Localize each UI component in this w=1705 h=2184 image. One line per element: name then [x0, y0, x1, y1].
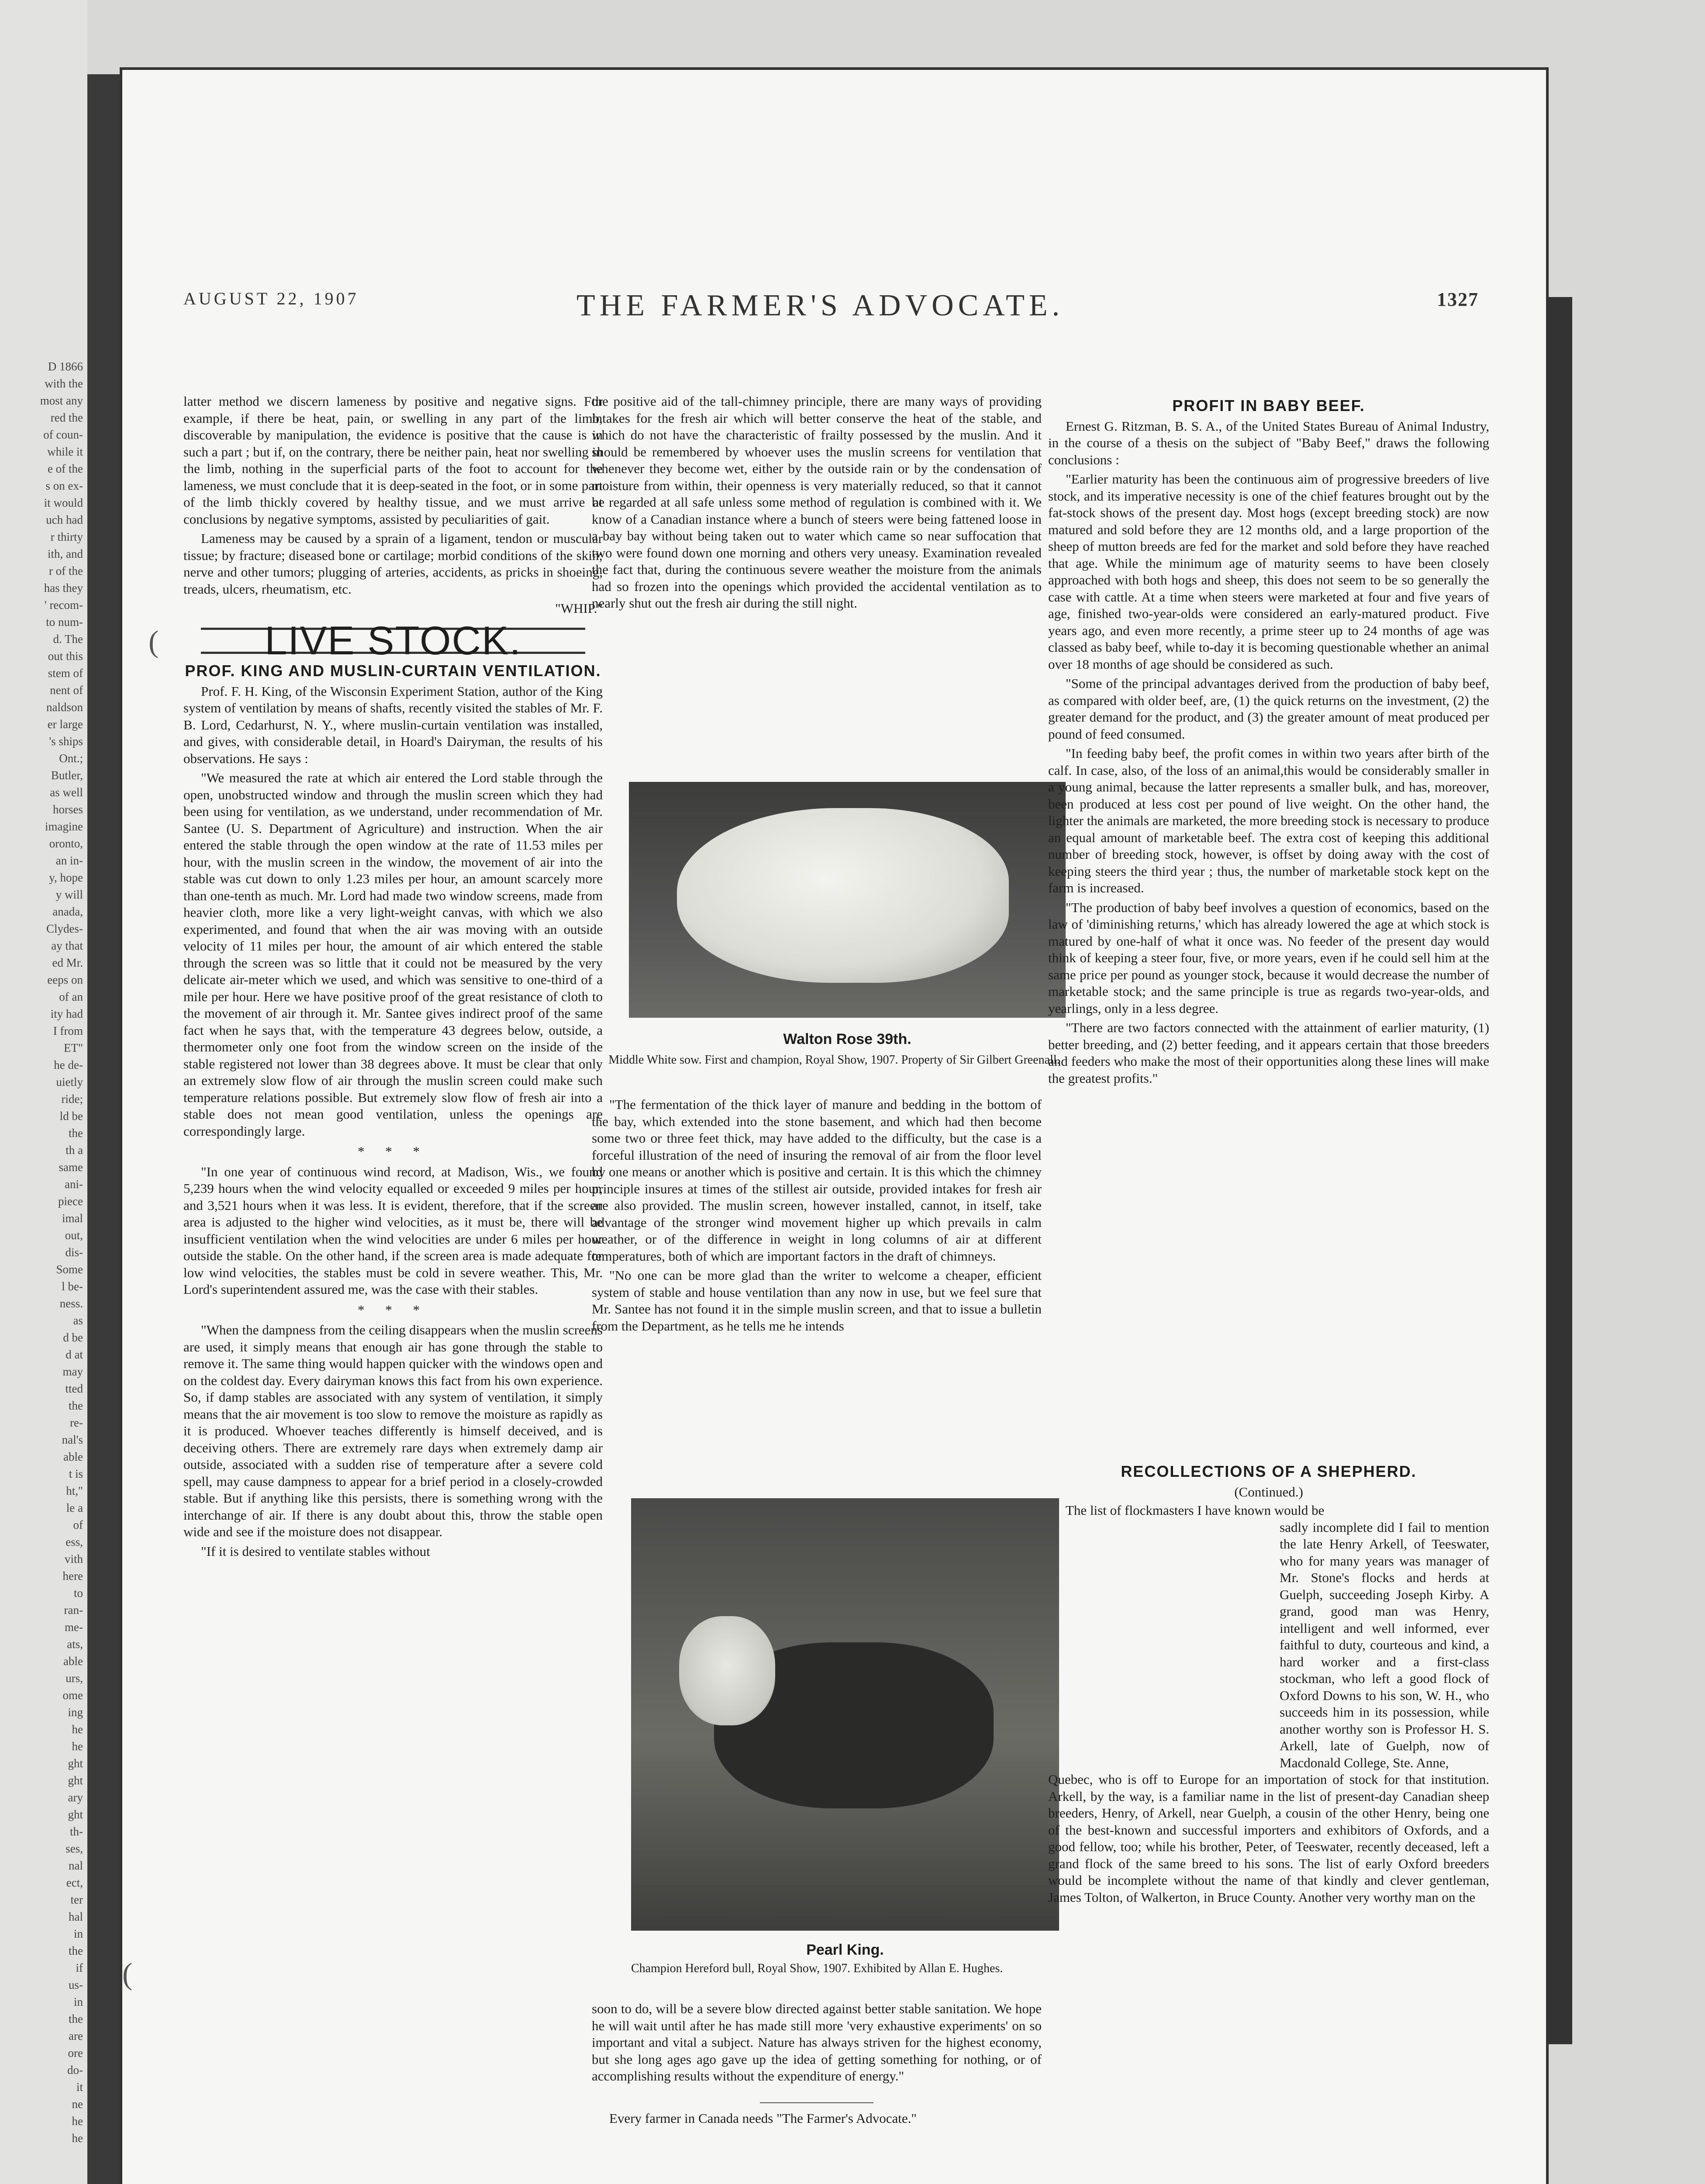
previous-page-line: of an — [59, 990, 83, 1003]
body-paragraph: "The fermentation of the thick layer of manure and bedding in the bottom of the bay, which extended into the stone basement, and which had then become some two or three feet thick, may have added to the difficulty, but the case is a forceful illustration of the need of insuring the removal of air from the floor level by one means or another which is positive and certain. It is this which the chimney principle insures at times of the stillest air outside, provided intakes for fresh air are also provided. The muslin screen, however installed, cannot, in itself, take advantage of the stronger wind movement higher up which prevails in calm weather, or of the difference in weight in long columns of air at different temperatures, both of which are important factors in the draft of chimneys. — [592, 1097, 1042, 1264]
previous-page-line: s on ex- — [45, 479, 83, 492]
previous-page-line: ness. — [59, 1297, 83, 1310]
previous-page-line: an in- — [55, 854, 83, 867]
section-break: * * * — [358, 1302, 428, 1317]
previous-page-line: ats, — [67, 1638, 83, 1651]
photo-sow — [629, 782, 1066, 1018]
body-paragraph: "In feeding baby beef, the profit comes in within two years after birth of the calf. In case, also, of the loss of an animal,this would be considerably smaller in a young animal, because the latter represents a smaller bulk, and has, moreover, been produced at less cost per pound of live weight. On the other hand, the lighter the animals are marketed, the more breeding stock is necessary to produce an equal amount of marketable beef. The extra cost of keeping this additional number of breeding stock, however, is offset by doing away with the cost of keeping steers the third year ; thus, the number of marketable stock kept on the farm is increased. — [1048, 746, 1489, 895]
previous-page-line: r thirty — [50, 530, 83, 543]
previous-page-line: of — [73, 1518, 83, 1531]
body-paragraph: "There are two factors connected with the attainment of earlier maturity, (1) better breeding, and (2) better feeding, and it appears certain that those breeders and feeders who make the most of their opportunities along these lines will make the greatest profits." — [1048, 1020, 1489, 1086]
previous-page-line: the — [69, 1944, 83, 1957]
previous-page-line: tted — [65, 1382, 83, 1395]
column-2-bottom — [592, 2001, 1042, 2127]
continued-label: (Continued.) — [1234, 1484, 1303, 1500]
body-paragraph: "Earlier maturity has been the continuous aim of progressive breeders of live stock, and its imperative necessity is one of the chief features brought out by the fat-stock shows of the present day. Most hogs (except breeding stock) are now matured and sold before they are 12 months old, and a large proportion of the sheep of mutton breeds are fed for the market and sold before they have reached that age. While the minimum age of maturity seems to have been closely approached with both hogs and sheep, this does not seem to be so generally the case with cattle. At a time when steers were marketed at four and five years of age, finished two-year-olds were considered an early-matured product. Five years ago, and even more recently, a prime steer up to 24 months of age was classed as baby beef, while to-day it is becoming questionable whether an animal over 18 months of age should be considered as such. — [1048, 471, 1489, 672]
previous-page-line: are — [69, 2029, 83, 2042]
previous-page-line: y will — [55, 888, 83, 901]
previous-page-line: do- — [67, 2063, 83, 2077]
previous-page-line: y, hope — [49, 871, 83, 884]
previous-page-line: same — [59, 1161, 83, 1174]
previous-page-line: ith, and — [48, 547, 83, 560]
body-paragraph: Quebec, who is off to Europe for an importation of stock for that institution. Arkell, by the way, is a familiar name in the list of present-day Canadian sheep breeders, Henry, of Arkell, near Guelph, a cousin of the other Henry, being one of the best-known and successful importers and exhibitors of Oxfords, and a good fellow, too; while his brother, Peter, of Teeswater, recently deceased, left a grand flock of the same breed to his sons. The list of early Oxford breeders would be incomplete without the name of that kindly and clever gentleman, James Tolton, of Walkerton, in Bruce County. Another very worthy man on the — [1048, 1772, 1489, 1905]
column-2 — [592, 393, 1042, 769]
previous-page-line: out, — [65, 1229, 83, 1242]
previous-page-line: anada, — [52, 905, 83, 918]
previous-page-line: e of the — [48, 462, 83, 475]
binding-hole-mark: ( — [122, 1957, 133, 1991]
previous-page-line: ght — [68, 1808, 83, 1821]
previous-page-line: piece — [58, 1195, 83, 1208]
previous-page-line: ess, — [66, 1535, 83, 1548]
previous-page-line: the — [69, 2012, 83, 2025]
previous-page-line: if — [76, 1961, 83, 1974]
previous-page-line: urs, — [66, 1672, 83, 1685]
previous-page-line: l be- — [62, 1280, 83, 1293]
previous-page-line: as — [73, 1314, 83, 1327]
previous-page-line: Butler, — [51, 769, 83, 782]
previous-page-line: d be — [63, 1331, 83, 1344]
previous-page-line: ET" — [63, 1041, 83, 1054]
previous-page-line: red the — [50, 411, 83, 424]
previous-page-line: he — [72, 1723, 83, 1736]
footer-note: Every farmer in Canada needs "The Farmer's Advocate." — [609, 2110, 917, 2126]
shepherd-article — [1048, 1459, 1489, 1906]
previous-page-line: naldson — [46, 701, 83, 714]
previous-page-fragment — [0, 358, 83, 2184]
article-title: RECOLLECTIONS OF A SHEPHERD. — [1121, 1462, 1417, 1480]
previous-page-line: to — [73, 1586, 83, 1600]
masthead: THE FARMER'S ADVOCATE. — [576, 289, 1064, 322]
body-paragraph: "Some of the principal advantages derived from the production of baby beef, as compared with older beef, are, (1) the quick returns on the investment, (2) the greater demand for the product, and (3) the greater amount of meat produced per pound of feed consumed. — [1048, 676, 1489, 742]
previous-page-line: he — [72, 2115, 83, 2128]
previous-page-line: of coun- — [43, 428, 83, 441]
previous-page-line: imagine — [45, 820, 83, 833]
previous-page-line: ran- — [64, 1603, 83, 1617]
issue-date: AUGUST 22, 1907 — [183, 289, 359, 308]
bull-head — [679, 1616, 775, 1725]
body-paragraph: Prof. F. H. King, of the Wisconsin Experiment Station, author of the King system of ventilation by means of shafts, recently visited the stables of Mr. F. B. Lord, Cedarhurst, N. Y., where muslin-curtain ventilation was installed, and gives, with considerable detail, in Hoard's Dairyman, the results of his observations. He says : — [183, 683, 603, 766]
previous-page-line: has they — [44, 581, 83, 594]
body-paragraph: sadly incomplete did I fail to mention the late Henry Arkell, of Teeswater, who for many years was manager of Mr. Stone's flocks and herds at Guelph, succeeding Joseph Kirby. A grand, good man was Henry, intelligent and well informed, ever faithful to duty, courteous and kind, a hard worker and a first-class stockman, who left a good flock of Oxford Downs to his son, W. H., who succeeds him in its possession, while another worthy son is Professor H. S. Arkell, late of Guelph, now of Macdonald College, Ste. Anne, — [1280, 1519, 1489, 1770]
section-break: * * * — [358, 1144, 428, 1159]
previous-page-line: to num- — [46, 615, 83, 629]
previous-page-line: uch had — [46, 513, 83, 526]
previous-page-line: le a — [66, 1501, 83, 1514]
previous-page-line: Some — [56, 1263, 83, 1276]
previous-page-line: ect, — [66, 1876, 83, 1889]
previous-page-line: th- — [70, 1825, 83, 1838]
body-paragraph: "We measured the rate at which air entered the Lord stable through the open, unobstructed window and through the muslin screen which they had been using for ventilation, as we understand, under recommendation of Mr. Santee (U. S. Department of Agriculture) and instruction. When the air entered the stable through the open window at the rate of 11.53 miles per hour, with the muslin screen in the window, the movement of air into the stable was cut down to only 1.23 miles per hour, an amount scarcely more than one-tenth as much. Mr. Lord had made two window screens, made from heavier cloth, more like a very light-weight canvas, with which we also experimented, and found that when the air was moving with an outside velocity of 11 miles per hour, the amount of air which entered the stable through the screen was so little that it could not be measured by the very delicate air-meter which we used, and which was sensitive to one-third of a mile per hour. Here we have positive proof of the great resistance of cloth to the movement of air through it. Mr. Santee gives indirect proof of the same fact when he says that, with the temperature 43 degrees below, outside, a thermometer only one foot from the window screen on the inside of the stable registered not lower than 38 degrees above. It must be clear that only an extremely slow flow of air through the muslin screen could make such temperature relations possible. But extremely slow flow of fresh air into a stable does not mean good ventilation, unless the openings are correspondingly large. — [183, 770, 603, 1139]
previous-page-line: Clydes- — [46, 922, 83, 935]
body-paragraph: "When the dampness from the ceiling disappears when the muslin screens are used, it simply means that enough air has gone through the stable to remove it. The same thing would happen quicker with the windows open and on the coldest day. Every dairyman knows this fact from his own experience. So, if damp stables are associated with any system of ventilation, it simply means that the air movement is too slow to remove the moisture as rapidly as it is produced. Whoever teaches differently is himself deceived, and is deceiving others. There are extremely rare days when extremely damp air outside, associated with a sudden rise of temperature after a severe cold spell, may cause dampness to appear for a brief period in a closely-crowded stable. But if anything like this persists, there is something wrong with the interchange of air. If there is any doubt about this, throw the stable open wide and see if the moisture does not disappear. — [183, 1322, 603, 1539]
article-title: PROFIT IN BABY BEEF. — [1172, 397, 1365, 415]
previous-page-line: ome — [62, 1689, 83, 1702]
previous-page-line: ter — [70, 1893, 83, 1906]
photo-title: Walton Rose 39th. — [783, 1031, 911, 1047]
photo-bull — [631, 1498, 1059, 1931]
divider — [760, 2102, 873, 2103]
previous-page-line: ght — [68, 1757, 83, 1770]
previous-page-line: he — [72, 1740, 83, 1753]
body-paragraph: Ernest G. Ritzman, B. S. A., of the United States Bureau of Animal Industry, in the course of a thesis on the subject of "Baby Beef," draws the following conclusions : — [1048, 418, 1489, 467]
previous-page-line: d. The — [53, 632, 83, 646]
previous-page-line: with the — [45, 377, 83, 390]
previous-page-line: ses, — [66, 1842, 83, 1855]
previous-page-line: Ont.; — [59, 752, 83, 765]
previous-page-line: hal — [69, 1910, 83, 1923]
previous-page-line: most any — [40, 394, 83, 407]
previous-page-line: it — [76, 2080, 83, 2094]
previous-page-line: ld be — [59, 1109, 83, 1123]
previous-page-line: out this — [48, 650, 83, 663]
signature: "WHIP." — [555, 601, 603, 616]
previous-page-line: uietly — [56, 1075, 83, 1089]
previous-page-line: as well — [50, 786, 83, 799]
body-paragraph: The list of flockmasters I have known would be — [1066, 1503, 1325, 1518]
body-paragraph: "In one year of continuous wind record, at Madison, Wis., we found 5,239 hours when the wind velocity equalled or exceeded 9 miles per hour, and 3,521 hours when it was less. It is evident, therefore, that if the screen area is adjusted to the higher wind velocities, as it must be, there will be insufficient ventilation when the wind velocities are under 6 miles per hour outside the stable. On the other hand, if the screen area is made adequate for low wind velocities, the stables must be cold in severe weather. This, Mr. Lord's superintendent assured me, was the case with their stables. — [183, 1164, 603, 1297]
previous-page-line: d at — [66, 1348, 83, 1361]
body-paragraph: Lameness may be caused by a sprain of a ligament, tendon or muscular tissue; by fracture; diseased bone or cartilage; morbid conditions of the skin; nerve and other tumors; plugging of arteries, accidents, as pricks in shoeing, treads, ulcers, rheumatism, etc. — [183, 531, 603, 597]
article-title: PROF. KING AND MUSLIN-CURTAIN VENTILATION. — [185, 662, 601, 680]
photo-title: Pearl King. — [806, 1942, 884, 1958]
previous-page-line: here — [62, 1569, 83, 1583]
body-paragraph: latter method we discern lameness by positive and negative signs. For example, if there be heat, pain, or swelling in any part of the limb, discoverable by manipulation, the evidence is positive that the cause is in such a part ; but if, on the contrary, there be neither pain, heat nor swelling in the limb, nothing in the superficial parts of the foot to account for the lameness, we must conclude that it is deep-seated in the foot, or in some part of the limb thickly covered by healthy tissue, and we must arrive at conclusions by negative symptoms, assisted by peculiarities of gait. — [183, 394, 603, 527]
previous-page-line: imal — [62, 1212, 83, 1225]
previous-page-line: t is — [69, 1467, 83, 1480]
previous-page-line: in — [73, 1995, 83, 2008]
photo-caption: Champion Hereford bull, Royal Show, 1907. Exhibited by Allan E. Hughes. — [631, 1962, 1003, 1975]
binding-hole-mark: ( — [148, 625, 159, 659]
previous-page-line: he — [72, 2132, 83, 2145]
page-binding-shadow — [1546, 297, 1572, 2044]
previous-page-line: nal — [69, 1859, 83, 1872]
column-3 — [1048, 393, 1489, 1433]
previous-page-line: nent of — [50, 684, 83, 697]
photo-caption: Middle White sow. First and champion, Royal Show, 1907. Property of Sir Gilbert Greenall. — [608, 1053, 1060, 1067]
previous-page-line: ne — [72, 2098, 83, 2111]
body-paragraph: "The production of baby beef involves a question of economics, based on the law of 'diminishing returns,' which has already lowered the age at which stock is matured by one-half of what it once was. No feeder of the present day would think of keeping a steer four, five, or more years, even if he could sell him at the same price per pound as younger stock, because it would decrease the number of marketable stock; and the same principle is true as regards two-year-olds, and yearlings, only in a less degree. — [1048, 899, 1489, 1016]
previous-page-line: D 1866 — [48, 360, 83, 373]
section-title: LIVE STOCK. — [201, 628, 585, 654]
body-paragraph: "No one can be more glad than the writer to welcome a cheaper, efficient system of stable and house ventilation than any now in use, but we feel sure that Mr. Santee has not found it in the simple muslin screen, and that to issue a bulletin from the Department, as he tells me he intends — [592, 1268, 1042, 1334]
previous-page-line: ore — [68, 2046, 83, 2060]
previous-page-line: us- — [69, 1978, 83, 1991]
previous-page-line: able — [63, 1655, 83, 1668]
previous-page-line: re- — [70, 1416, 83, 1429]
body-paragraph: the positive aid of the tall-chimney principle, there are many ways of providing intakes for the fresh air which will better conserve the heat of the stable, and which do not have the characteristic of frailty possessed by the muslin. And it should be remembered by whoever uses the muslin screens for ventilation that whenever they become wet, either by the outside rain or by the condensation of moisture from within, their openness is very materially reduced, so that it cannot be regarded at all safe unless some method of regulation is combined with it. We know of a Canadian instance where a bunch of steers were being fattened loose in a bay bay without being taken out to water which came so near suffocation that two were found down one morning and others very uneasy. Examination revealed the fact that, during the continuous severe weather the moisture from the animals had so frozen into the openings which provided the accidental ventilation as to nearly shut out the fresh air during the still night. — [592, 394, 1042, 611]
previous-page-line: me- — [65, 1621, 83, 1634]
previous-page-line: ani- — [65, 1178, 83, 1191]
previous-page-line: dis- — [65, 1246, 83, 1259]
previous-page-line: he de- — [54, 1058, 83, 1071]
previous-page-line: may — [62, 1365, 83, 1378]
previous-page-line: oronto, — [49, 837, 83, 850]
previous-page-line: ht," — [66, 1484, 83, 1497]
previous-page-line: horses — [53, 803, 83, 816]
previous-page-line: the — [69, 1399, 83, 1412]
previous-page-line: ride; — [61, 1092, 83, 1106]
previous-page-line: it would — [44, 496, 83, 509]
column-2-middle — [592, 1096, 1042, 1489]
previous-page-line: ity had — [50, 1007, 83, 1020]
body-paragraph: soon to do, will be a severe blow directed against better stable sanitation. We hope he will wait until after he has made still more 'very exhaustive experiments' on so important and vital a subject. Nature has always striven for the highest economy, but she long ages ago gave up the idea of getting something for nothing, or of accomplishing results without the expenditure of energy." — [592, 2001, 1042, 2084]
previous-page-line: ght — [68, 1774, 83, 1787]
previous-page-line: er large — [47, 718, 83, 731]
previous-page-line: in — [73, 1927, 83, 1940]
previous-page-line: I from — [53, 1024, 83, 1037]
previous-page-line: nal's — [62, 1433, 83, 1446]
previous-page-line: r of the — [49, 564, 83, 577]
previous-page-line: ing — [68, 1706, 83, 1719]
column-1 — [183, 393, 603, 1562]
page-number: 1327 — [1437, 289, 1479, 310]
body-paragraph: "If it is desired to ventilate stables without — [201, 1543, 430, 1559]
previous-page-line: ed Mr. — [52, 956, 83, 969]
previous-page-line: eeps on — [47, 973, 83, 986]
previous-page-line: able — [63, 1450, 83, 1463]
previous-page-line: ary — [68, 1791, 83, 1804]
previous-page-line: th a — [66, 1144, 83, 1157]
previous-page-line: while it — [47, 445, 83, 458]
previous-page-line: 's ships — [49, 735, 83, 748]
previous-page-line: the — [69, 1127, 83, 1140]
previous-page-line: ' recom- — [44, 598, 83, 612]
previous-page-line: stem of — [48, 667, 83, 680]
sow-figure — [677, 808, 1009, 983]
previous-page-line: ay that — [51, 939, 83, 952]
previous-page-line: vith — [64, 1552, 83, 1565]
